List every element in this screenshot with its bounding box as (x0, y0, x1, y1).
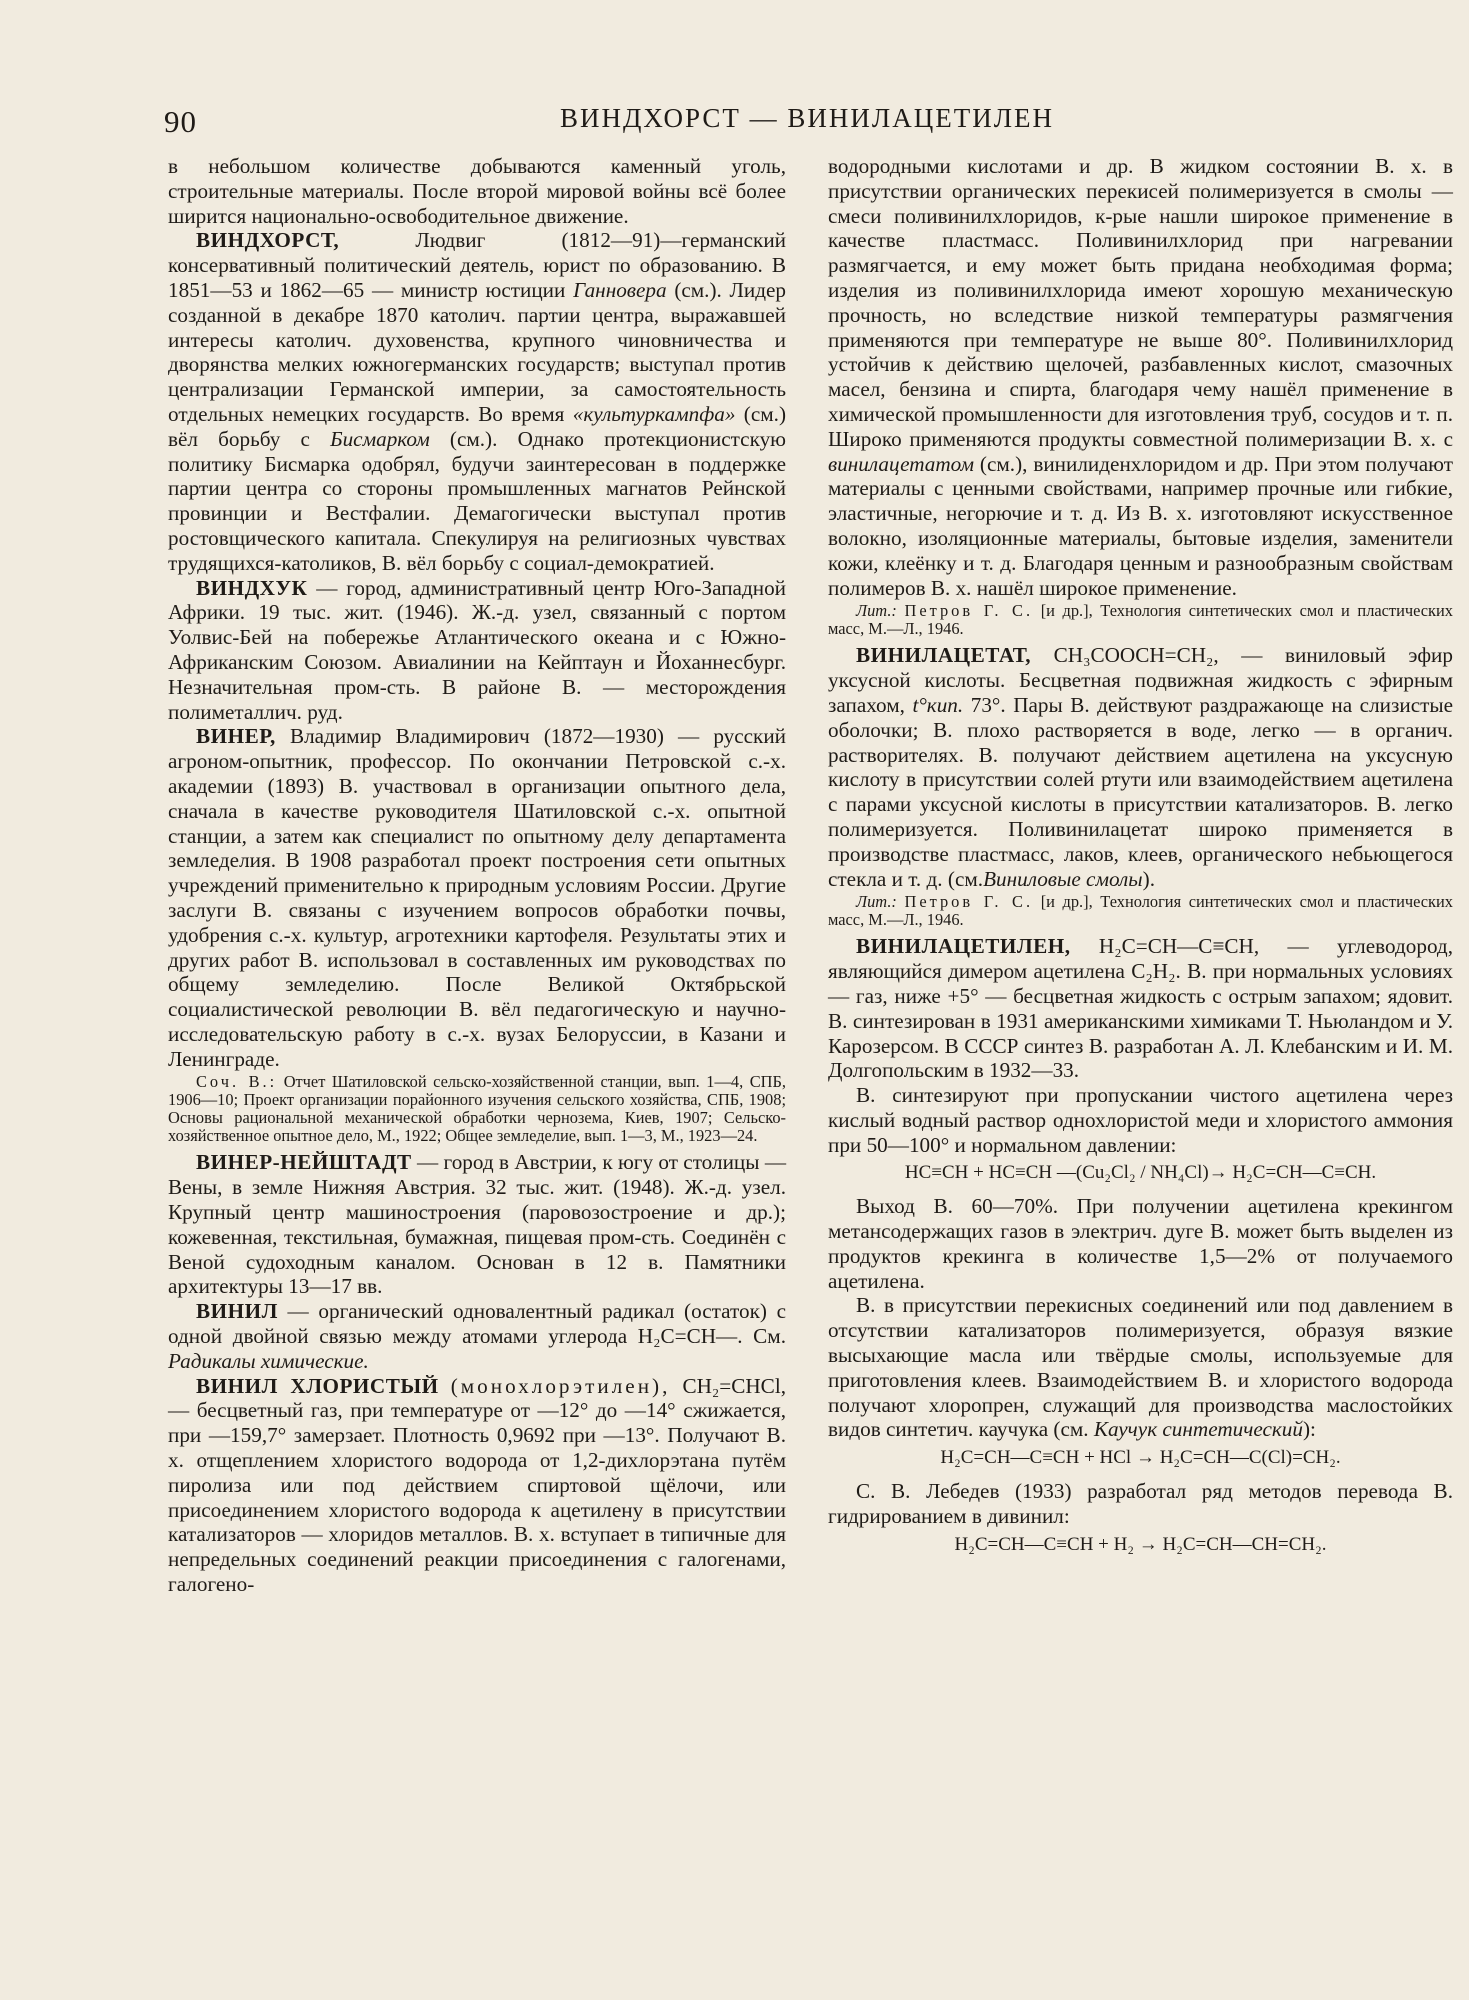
headword-vinyl: ВИНИЛ (196, 1299, 278, 1324)
entry-text: CH₂=CHCl, — бесцветный газ, при температуре от —12° до —14° сжижается, при —159,7° замерзает. Плотность 0,9692 при —13°. Получают В. х. отщеплением хлористого водорода от 1,2-дихлорэтана путём пиролиза или под действием спиртовой щёлочи, или присоединением хлористого водорода к ацетилену в присутствии катализаторов — хлоридов металлов. В. х. вступает в типичные для непредельных соединений реакции присоединения с галогенами, галогено- (168, 1373, 787, 1597)
cross-reference: Виниловые смолы (983, 866, 1143, 891)
paragraph: С. В. Лебедев (1933) разработал ряд методов перевода В. гидрированием в дивинил: (828, 1479, 1453, 1528)
entry-text: — город, административный центр Юго-Западной Африки. 19 тыс. жит. (1946). Ж.-д. узел, связанный с портом Уолвис-Бей на побережье Атлантического океана и с Южно-Африканским Союзом. Авиалинии на Кейптаун и Йоханнесбург. Незначительная пром-сть. В районе В. — месторождения полиметаллич. руд. (168, 575, 787, 724)
entry-text: ). (1142, 866, 1155, 891)
right-column (828, 154, 1453, 1565)
entry-text: (см.), винилиденхлоридом и др. При этом получают материалы с ценными свойствами, например прочные или гибкие, эластичные, негорючие и т. д. Из В. х. изготовляют искусственное волокно, изоляционные материалы, бытовые изделия, заменители кожи, клеёнку и т. д. Благодаря ценным и разнообразным свойствам полимеров В. х. нашёл широкое применение. (828, 451, 1453, 600)
cross-reference: Каучук синтетический (1093, 1417, 1303, 1442)
literature (828, 602, 1453, 638)
entry-text: Владимир Владимирович (1872—1930) — русский агроном-опытник, профессор. По окончании Петровской с.-х. академии (1893) В. участвовал в организации опытного дела, сначала в качестве руководителя Шатиловской с.-х. опытной станции, а затем как специалист по опытному делу департамента земледелия. В 1908 разработал проект построения сети опытных учреждений применительно к природным условиям России. Другие заслуги В. связаны с изучением вопросов обработки почвы, удобрения с.-х. культур, агротехники картофеля. Результаты этих и других работ В. использовал в составленных им руководствах по общему земледелию. После Великой Октябрьской социалистической революции В. вёл педагогическую и научно-исследовательскую работу в с.-х. вузах Белоруссии, в Казани и Ленинграде. (168, 724, 787, 1071)
page-number: 90 (164, 104, 197, 139)
entry-text: — виниловый эфир уксусной кислоты. Бесцветная подвижная жидкость с эфирным запахом, (828, 643, 1453, 717)
cross-reference: винилацетатом (828, 451, 974, 476)
lit-label: Лит.: (856, 601, 897, 621)
entry-text: В. в присутствии перекисных соединений или под давлением в отсутствии катализаторов полимеризуется, образуя вязкие высыхающие масла или твёрдые смолы, используемые для приготовления клеев. Взаимодействием В. и хлористого водорода получают хлоропрен, служащий для производства маслостойких видов синтетич. каучука (см. (828, 1293, 1453, 1442)
entry-vinyl-acetate (828, 643, 1453, 891)
entry-text: — углеводород, являющийся димером ацетилена C₂H₂. В. при нормальных условиях — газ, ниже +5° — бесцветная жидкость с острым запахом; ядовит. В. синтезирован в 1931 американскими химиками Т. Ньюландом и У. Карозерсом. В СССР синтез В. разработан А. Л. Клебанским и И. М. Долгопольским в 1932—33. (828, 934, 1454, 1083)
cross-reference: Бисмарком (330, 426, 430, 451)
cross-reference: «культуркампфа» (572, 401, 736, 426)
entry-winer (168, 724, 786, 1071)
headword-wiener-neustadt: ВИНЕР-НЕЙШТАДТ (196, 1150, 412, 1175)
entry-windhuk (168, 576, 786, 725)
entry-text: — город в Австрии, к югу от столицы — Вены, в земле Нижняя Австрия. 32 тыс. жит. (1948). Ж.-д. узел. Крупный центр машиностроения (паровозостроение и др.); кожевенная, текстильная, бумажная, пищевая пром-сть. Соединён с Веной судоходным каналом. Основан в 12 в. Памятники архитектуры 13—17 вв. (168, 1150, 787, 1299)
entry-windhorst (168, 228, 786, 575)
reaction-equation: H₂C=CH—C≡CH + H₂ → H₂C=CH—CH=CH₂. (954, 1533, 1327, 1555)
paragraph: В. синтезируют при пропускании чистого ацетилена через кислый водный раствор однохлористой меди и хлористого аммония при 50—100° и нормальном давлении: (828, 1083, 1453, 1157)
intro-continuation: в небольшом количестве добываются каменный уголь, строительные материалы. После второй мировой войны всё более ширится национально-освободительное движение. (168, 154, 786, 228)
reaction-equation: H₂C=CH—C≡CH + HCl → H₂C=CH—C(Cl)=CH₂. (940, 1447, 1341, 1469)
vinyl-chloride-continuation (828, 154, 1453, 600)
boiling-point-label: t°кип. (912, 692, 964, 717)
reaction-equation: HC≡CH + HC≡CH —(Cu₂Cl₂ / NH₄Cl)→ H₂C=CH—C≡CH. (904, 1162, 1377, 1184)
chemical-formula: H₂C=CH—C≡CH, (1098, 934, 1260, 959)
lit-author: Петров Г. С. (904, 601, 1034, 621)
works-list (168, 1073, 786, 1145)
works-label: Соч. В.: (196, 1072, 278, 1092)
synonym: (монохлорэтилен), (450, 1373, 671, 1398)
headword-winer: ВИНЕР, (196, 724, 276, 749)
headword-vinylacetylene: ВИНИЛАЦЕТИЛЕН, (856, 934, 1071, 959)
entry-text: (см.) вёл борьбу с (168, 401, 787, 451)
left-column (168, 154, 786, 1597)
entry-text: Людвиг (1812—91)—германский консервативный политический деятель, юрист по образованию. В 1851—53 и 1862—65 — министр юстиции (168, 228, 787, 302)
entry-text: — органический одновалентный радикал (остаток) с одной двойной связью между атомами углерода H₂C=CH—. См. (168, 1299, 786, 1349)
entry-vinyl-chloride (168, 1374, 786, 1597)
entry-text: 73°. Пары В. действуют раздражающе на слизистые оболочки; В. плохо растворяется в воде, легко — в органич. растворителях. В. получают действием ацетилена на уксусную кислоту в присутствии солей ртути или взаимодействием ацетилена с парами уксусной кислоты в присутствии катализаторов. В. легко полимеризуется. Поливинилацетат широко применяется в производстве пластмасс, лаков, клеев, органического небьющегося стекла и т. д. (см. (828, 692, 1453, 891)
works-text: Отчет Шатиловской сельско-хозяйственной станции, вып. 1—4, СПБ, 1906—10; Проект организации порайонного изучения сельского хозяйства, СПБ, 1908; Основы рациональной механической обработки чернозема, Киев, 1907; Сельско-хозяйственное опытное дело, М., 1922; Общее земледелие, вып. 1—3, М., 1923—24. (168, 1072, 786, 1146)
cross-reference: Радикалы химические. (168, 1348, 369, 1373)
entry-text: ): (1302, 1417, 1316, 1442)
cross-reference: Ганновера (573, 277, 667, 302)
literature (828, 893, 1453, 929)
entry-text: (см.). Лидер созданной в декабре 1870 католич. партии центра, выражавшей интересы католич. духовенства, крупного чиновничества и дворянства мелких южногерманских государств; выступал против централизации Германской империи, за самостоятельность отдельных немецких государств. Во время (168, 277, 787, 426)
chemical-formula: CH₃COOCH=CH₂, (1053, 643, 1219, 668)
paragraph: Выход В. 60—70%. При получении ацетилена крекингом метансодержащих газов в электрич. дуге В. может быть выделен из продуктов крекинга в количестве 1,5—2% от получаемого ацетилена. (828, 1194, 1453, 1293)
running-head: ВИНДХОРСТ — ВИНИЛАЦЕТИЛЕН (560, 103, 1054, 133)
entry-vinyl (168, 1299, 786, 1373)
entry-text: водородными кислотами и др. В жидком состоянии В. х. в присутствии органических перекисей полимеризуется в смолы — смеси поливинилхлоридов, к-рые нашли широкое применение в качестве пластмасс. Поливинилхлорид при нагревании размягчается, и ему может быть придана необходимая форма; изделия из поливинилхлорида имеют хорошую механическую прочность, но вследствие низкой температуры размягчения применяются при температуре не выше 80°. Поливинилхлорид устойчив к действию щелочей, разбавленных кислот, смазочных масел, бензина и спирта, благодаря чему нашёл применение в химической промышленности для изготовления труб, сосудов и т. п. Широко применяются продукты совместной полимеризации В. х. с (828, 154, 1453, 451)
entry-vinylacetylene (828, 934, 1453, 1083)
headword-vinyl-acetate: ВИНИЛАЦЕТАТ, (856, 643, 1032, 668)
headword-vinyl-chloride: ВИНИЛ ХЛОРИСТЫЙ (196, 1373, 439, 1398)
lit-author: Петров Г. С. (904, 892, 1034, 912)
lit-text: [и др.], Технология синтетических смол и пластических масс, М.—Л., 1946. (828, 892, 1453, 930)
lit-label: Лит.: (856, 892, 897, 912)
entry-text: (см.). Однако протекционистскую политику Бисмарка одобрял, будучи заинтересован в поддержке партии центра со стороны промышленных магнатов Рейнской провинции и Вестфалии. Демагогически выступал против ростовщического капитала. Спекулируя на религиозных чувствах трудящихся-католиков, В. вёл борьбу с социал-демократией. (168, 426, 786, 575)
headword-windhuk: ВИНДХУК (196, 575, 308, 600)
lit-text: [и др.], Технология синтетических смол и пластических масс, М.—Л., 1946. (828, 601, 1453, 639)
headword-windhorst: ВИНДХОРСТ, (196, 228, 340, 253)
paragraph (828, 1293, 1453, 1442)
entry-wiener-neustadt (168, 1150, 786, 1299)
